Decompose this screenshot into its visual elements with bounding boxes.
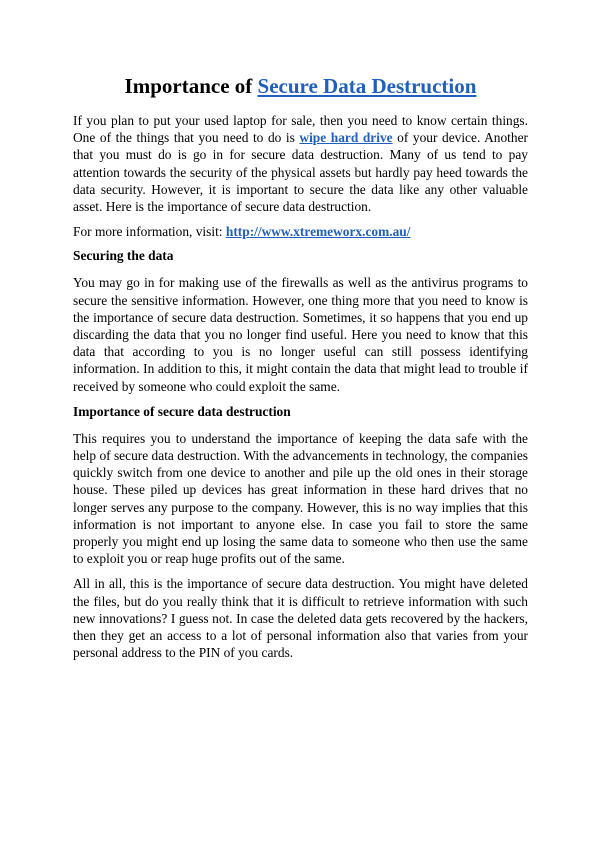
page-title xyxy=(73,72,528,100)
section-paragraph: All in all, this is the importance of secure data destruction. You might have deleted the files, but do you really think that it is difficult to retrieve information with such new innovations? I guess not. In case the deleted data gets recovered by the hackers, then they get an access to a lot of personal information also that varies from your personal address to the PIN of you cards. xyxy=(73,576,528,661)
more-info-label: For more information, visit: xyxy=(73,224,226,240)
intro-text-2: of your device. Another that you must do is go in for secure data destruction. Many of us tend to pay attention towards the security of the physical assets but hardly pay heed towards the data security. However, it is important to secure the data like any other valuable asset. Here is the importance of secure data destruction. xyxy=(73,130,528,215)
wipe-hard-drive-link[interactable]: wipe hard drive xyxy=(299,130,393,146)
section-paragraph: You may go in for making use of the firewalls as well as the antivirus programs to secure the sensitive information. However, one thing more that you need to know is the importance of secure data destruction. Sometimes, it so happens that you end up discarding the data that you no longer find useful. Here you need to know that this data that according to you is no longer useful can still possess identifying information. In addition to this, it might contain the data that might lead to trouble if received by someone who could exploit the same. xyxy=(73,275,528,394)
document-page xyxy=(73,72,528,669)
title-link[interactable]: Secure Data Destruction xyxy=(257,74,477,98)
intro-paragraph xyxy=(73,112,528,215)
section-paragraph: This requires you to understand the importance of keeping the data safe with the help of secure data destruction. With the advancements in technology, the companies quickly switch from one device to another and pile up the old ones in their storage house. These piled up devices has great information in these hard drives that no longer serves any purpose to the company. However, this is no way implies that this information is not important to anyone else. In case you fail to store the same properly you might end up losing the same data to someone who then use the same to exploit you or reap huge profits out of the same. xyxy=(73,430,528,567)
section-heading-securing: Securing the data xyxy=(73,248,174,264)
section-heading-importance: Importance of secure data destruction xyxy=(73,403,291,419)
more-info-paragraph xyxy=(73,223,528,240)
title-prefix: Importance of xyxy=(124,74,258,98)
website-link[interactable]: http://www.xtremeworx.com.au/ xyxy=(225,224,411,240)
intro-text-1: If you plan to put your used laptop for sale, then you need to know certain things. One of the things that you need to do is xyxy=(73,113,528,146)
